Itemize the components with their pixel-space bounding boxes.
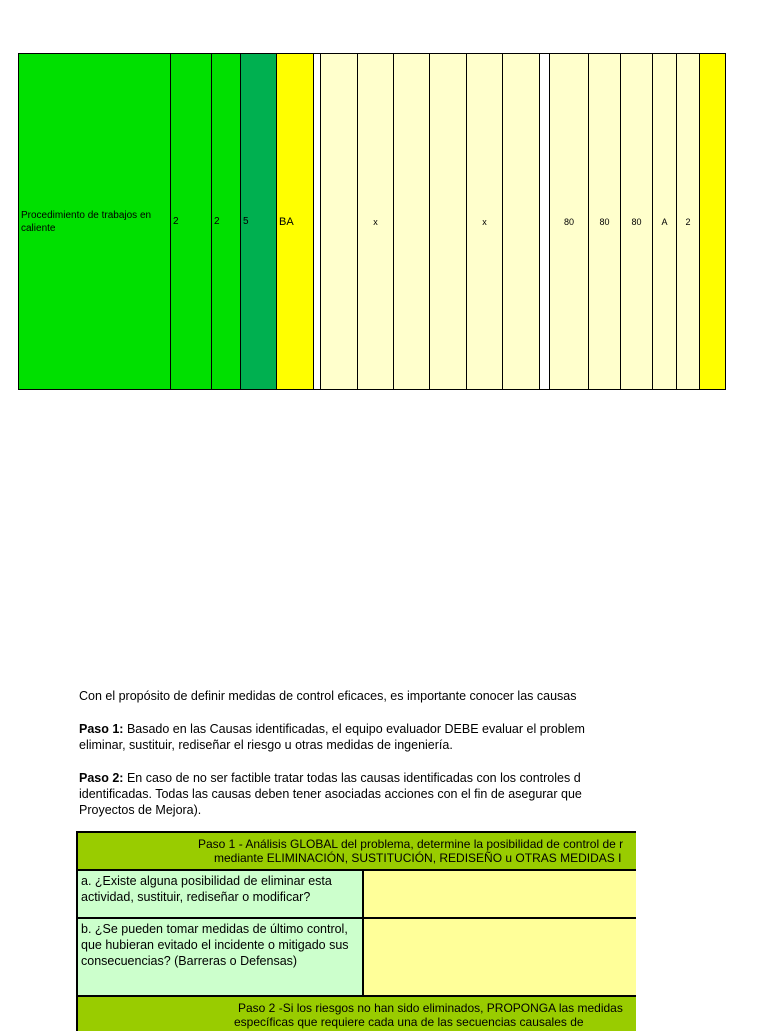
analysis-table [76,831,636,1031]
question-b-cell [76,917,364,997]
last-cell [676,53,700,390]
value-1: 2 [173,216,179,227]
value-3: 5 [243,216,249,227]
step2-paragraph [79,770,636,818]
step2-header-line2: específicas que requiere cada una de las secuencias causales de [234,1015,584,1029]
step2-line1: En caso de no ser factible tratar todas las causas identificadas con los controles d [123,771,581,785]
step2-header-line1: Paso 2 -Si los riesgos no han sido eliminados, PROPONGA las medidas [238,1001,623,1015]
intro-paragraph [79,688,636,704]
check-cell-1 [320,53,358,390]
value-cell-3 [240,53,277,390]
step1-table-header [76,831,636,871]
level-cell [276,53,314,390]
step2-table-header [76,995,636,1031]
grade-value: A [661,216,668,227]
check-cell-3 [393,53,430,390]
step1-line1: Basado en las Causas identificadas, el equipo evaluador DEBE evaluar el problem [123,722,585,736]
step2-line2: identificadas. Todas las causas deben tener asociadas acciones con el fin de asegurar que [79,787,582,801]
step2-line3: Proyectos de Mejora). [79,803,202,817]
row-description: Procedimiento de trabajos en caliente [21,209,152,234]
check-cell-5 [466,53,503,390]
step1-paragraph [79,721,636,753]
score-1: 80 [563,216,574,227]
question-b: b. ¿Se pueden tomar medidas de último control, que hubieran evitado el incidente o mitigado sus consecuencias? (Barreras o Defensas) [81,922,349,968]
check-mark-2: x [482,216,487,227]
question-a-cell [76,869,364,919]
check-cell-4 [429,53,467,390]
score-cell-2 [588,53,621,390]
step1-header-line1: Paso 1 - Análisis GLOBAL del problema, determine la posibilidad de control de r [198,837,624,851]
answer-a-field[interactable] [362,869,636,919]
value-cell-2 [211,53,241,390]
intro-text: Con el propósito de definir medidas de control eficaces, es importante conocer las causas [79,689,577,703]
score-cell-1 [549,53,589,390]
step1-label: Paso 1: [79,722,124,736]
check-cell-6 [502,53,540,390]
answer-b-field[interactable] [362,917,636,997]
last-value: 2 [685,216,691,227]
step2-label: Paso 2: [79,771,124,785]
step1-header-line2: mediante ELIMINACIÓN, SUSTITUCIÓN, REDISEÑO u OTRAS MEDIDAS I [214,851,622,865]
end-cell [699,53,726,390]
score-3: 80 [631,216,642,227]
check-mark-1: x [373,216,378,227]
value-2: 2 [214,216,220,227]
question-a: a. ¿Existe alguna posibilidad de eliminar esta actividad, sustituir, rediseñar o modificar? [81,874,332,904]
row-description-cell [18,53,171,390]
grade-cell [652,53,677,390]
score-2: 80 [599,216,610,227]
check-cell-2 [357,53,394,390]
value-cell-1 [170,53,212,390]
score-cell-3 [620,53,653,390]
level-value: BA [279,215,294,228]
step1-line2: eliminar, sustituir, rediseñar el riesgo u otras medidas de ingeniería. [79,738,453,752]
